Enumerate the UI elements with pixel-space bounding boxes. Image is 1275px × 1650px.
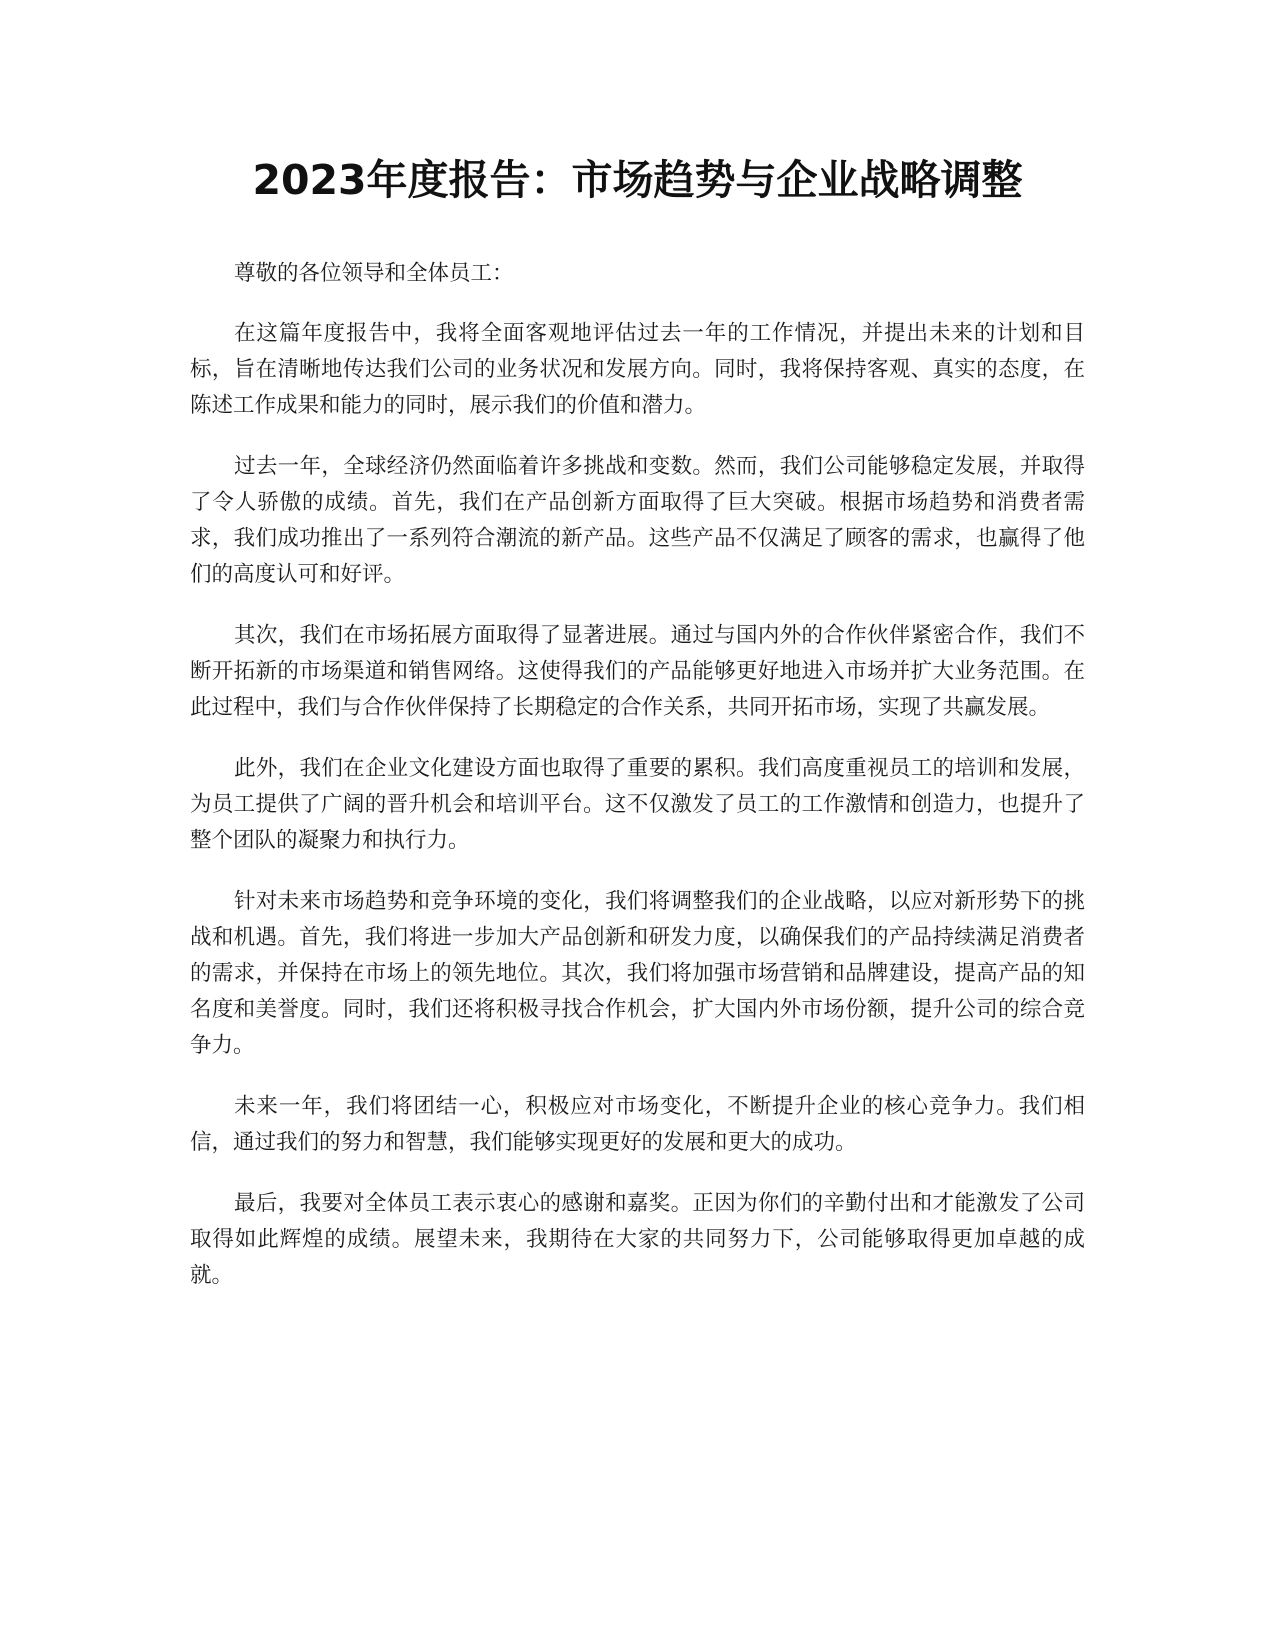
paragraph-6: 未来一年，我们将团结一心，积极应对市场变化，不断提升企业的核心竞争力。我们相信，通过我们的努力和智慧，我们能够实现更好的发展和更大的成功。 (190, 1094, 1085, 1155)
paragraph-2: 过去一年，全球经济仍然面临着许多挑战和变数。然而，我们公司能够稳定发展，并取得了令人骄傲的成绩。首先，我们在产品创新方面取得了巨大突破。根据市场趋势和消费者需求，我们成功推出了一系列符合潮流的新产品。这些产品不仅满足了顾客的需求，也赢得了他们的高度认可和好评。 (190, 454, 1085, 587)
paragraph-4: 此外，我们在企业文化建设方面也取得了重要的累积。我们高度重视员工的培训和发展，为员工提供了广阔的晋升机会和培训平台。这不仅激发了员工的工作激情和创造力，也提升了整个团队的凝聚力和执行力。 (190, 756, 1085, 853)
paragraph-5: 针对未来市场趋势和竞争环境的变化，我们将调整我们的企业战略，以应对新形势下的挑战和机遇。首先，我们将进一步加大产品创新和研发力度，以确保我们的产品持续满足消费者的需求，并保持在市场上的领先地位。其次，我们将加强市场营销和品牌建设，提高产品的知名度和美誉度。同时，我们还将积极寻找合作机会，扩大国内外市场份额，提升公司的综合竞争力。 (190, 889, 1085, 1058)
document-title: 2023年度报告：市场趋势与企业战略调整 (252, 156, 1023, 204)
paragraph-1: 在这篇年度报告中，我将全面客观地评估过去一年的工作情况，并提出未来的计划和目标，旨在清晰地传达我们公司的业务状况和发展方向。同时，我将保持客观、真实的态度，在陈述工作成果和能力的同时，展示我们的价值和潜力。 (190, 321, 1085, 418)
paragraph-3: 其次，我们在市场拓展方面取得了显著进展。通过与国内外的合作伙伴紧密合作，我们不断开拓新的市场渠道和销售网络。这使得我们的产品能够更好地进入市场并扩大业务范围。在此过程中，我们与合作伙伴保持了长期稳定的合作关系，共同开拓市场，实现了共赢发展。 (190, 623, 1085, 720)
paragraph-7: 最后，我要对全体员工表示衷心的感谢和嘉奖。正因为你们的辛勤付出和才能激发了公司取得如此辉煌的成绩。展望未来，我期待在大家的共同努力下，公司能够取得更加卓越的成就。 (190, 1191, 1085, 1288)
salutation: 尊敬的各位领导和全体员工： (234, 261, 514, 286)
